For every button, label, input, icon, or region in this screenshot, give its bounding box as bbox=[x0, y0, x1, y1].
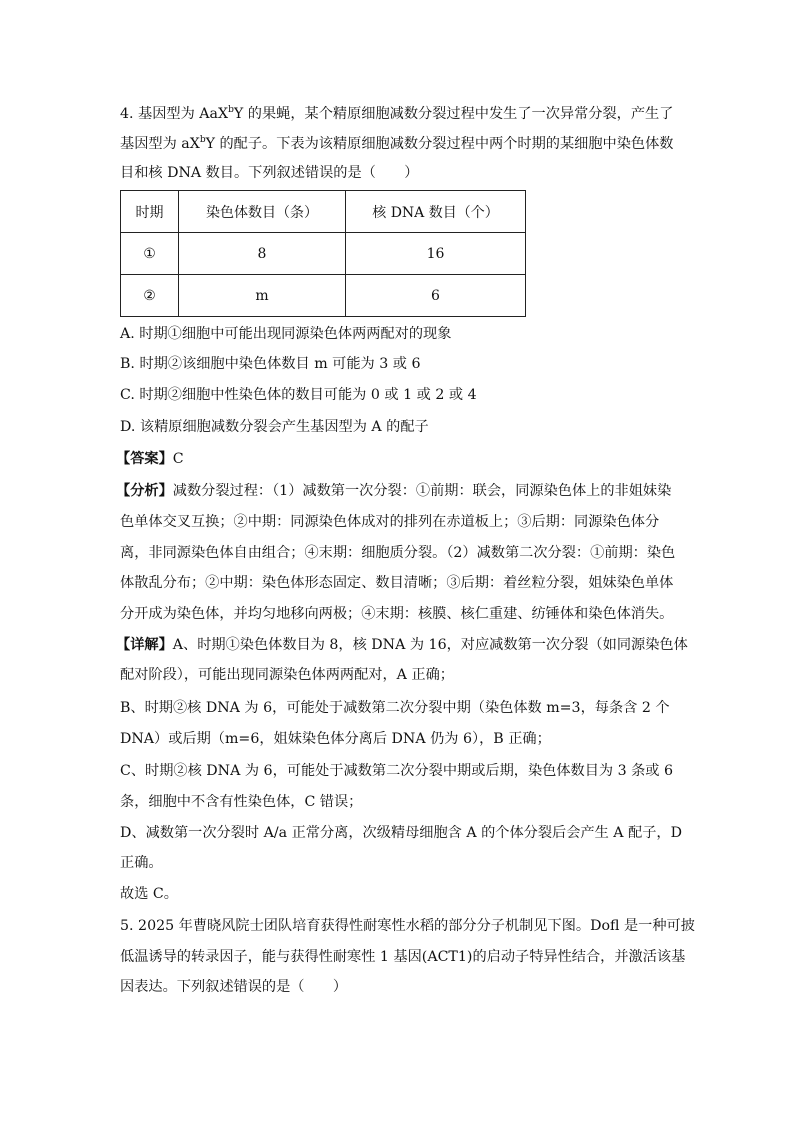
q5-stem-line: 因表达。下列叙述错误的是（ ） bbox=[120, 979, 348, 995]
q4-data-table bbox=[120, 190, 526, 317]
table-row bbox=[121, 275, 526, 317]
answer-value: C bbox=[172, 451, 184, 467]
q4-detail-line: 配对阶段），可能出现同源染色体两两配对，A 正确； bbox=[120, 667, 454, 683]
q4-option-b: B. 时期②该细胞中染色体数目 m 可能为 3 或 6 bbox=[120, 356, 421, 372]
detail-tag: 【详解】 bbox=[116, 637, 173, 653]
q4-analysis-line: 色单体交叉互换；②中期：同源染色体成对的排列在赤道板上；③后期：同源染色体分 bbox=[120, 514, 660, 530]
table-row bbox=[121, 233, 526, 275]
table-cell: ② bbox=[121, 275, 179, 317]
analysis-tag: 【分析】 bbox=[116, 483, 173, 499]
q4-answer bbox=[116, 449, 184, 469]
q4-option-d: D. 该精原细胞减数分裂会产生基因型为 A 的配子 bbox=[120, 419, 429, 435]
q4-analysis-line: 离，非同源染色体自由组合；④末期：细胞质分裂。（2）减数第二次分裂：①前期：染色 bbox=[120, 545, 676, 561]
q4-analysis-line: 分开成为染色体，并均匀地移向两极；④末期：核膜、核仁重建、纺锤体和染色体消失。 bbox=[120, 606, 674, 622]
table-header-cell: 时期 bbox=[121, 191, 179, 233]
q5-stem-line: 5. 2025 年曹晓风院士团队培育获得性耐寒性水稻的部分分子机制见下图。Dofl 是一种可披 bbox=[120, 918, 695, 934]
table-cell: 6 bbox=[346, 275, 526, 317]
table-cell: ① bbox=[121, 233, 179, 275]
answer-tag: 【答案】 bbox=[116, 451, 173, 467]
q4-detail-line: 正确。 bbox=[120, 855, 163, 871]
table-cell: m bbox=[179, 275, 346, 317]
q4-stem-line-2: 基因型为 $aX^bY$ 的配子。下表为该精原细胞减数分裂过程中两个时期的某细胞中染色体数 bbox=[120, 135, 674, 152]
q4-option-a: A. 时期①细胞中可能出现同源染色体两两配对的现象 bbox=[120, 326, 452, 342]
q4-detail-line: 【详解】A、时期①染色体数目为 8，核 DNA 为 16，对应减数第一次分裂（如同源染色体 bbox=[116, 637, 688, 653]
q4-analysis-line: 【分析】减数分裂过程：（1）减数第一次分裂：①前期：联会，同源染色体上的非姐妹染 bbox=[116, 483, 672, 499]
table-cell: 16 bbox=[346, 233, 526, 275]
q4-conclusion: 故选 C。 bbox=[120, 886, 178, 902]
q4-detail-line: D、减数第一次分裂时 A/a 正常分离，次级精母细胞含 A 的个体分裂后会产生 A 配子，D bbox=[120, 825, 682, 841]
table-header-cell: 核 DNA 数目（个） bbox=[346, 191, 526, 233]
table-header-cell: 染色体数目（条） bbox=[179, 191, 346, 233]
q4-option-c: C. 时期②细胞中性染色体的数目可能为 0 或 1 或 2 或 4 bbox=[120, 387, 477, 403]
table-header-row bbox=[121, 191, 526, 233]
q4-stem-line-3: 目和核 DNA 数目。下列叙述错误的是（ ） bbox=[120, 165, 419, 181]
q5-stem-line: 低温诱导的转录因子，能与获得性耐寒性 1 基因(ACT1)的启动子特异性结合，并激活该基 bbox=[120, 949, 686, 965]
q4-detail-line: 条，细胞中不含有性染色体，C 错误； bbox=[120, 794, 363, 810]
q4-detail-line: DNA）或后期（m=6，姐妹染色体分离后 DNA 仍为 6），B 正确； bbox=[120, 731, 551, 747]
q4-analysis-line: 体散乱分布；②中期：染色体形态固定、数目清晰；③后期：着丝粒分裂，姐妹染色单体 bbox=[120, 575, 674, 591]
q4-detail-line: C、时期②核 DNA 为 6，可能处于减数第二次分裂中期或后期，染色体数目为 3 条或 6 bbox=[120, 763, 674, 779]
q4-detail-line: B、时期②核 DNA 为 6，可能处于减数第二次分裂中期（染色体数 m=3，每条含 2 个 bbox=[120, 700, 670, 716]
table-cell: 8 bbox=[179, 233, 346, 275]
q4-stem-line-1: 4. 基因型为 AaX$^b$Y 的果蝇，某个精原细胞减数分裂过程中发生了一次异常分裂，产生了 bbox=[120, 105, 674, 122]
